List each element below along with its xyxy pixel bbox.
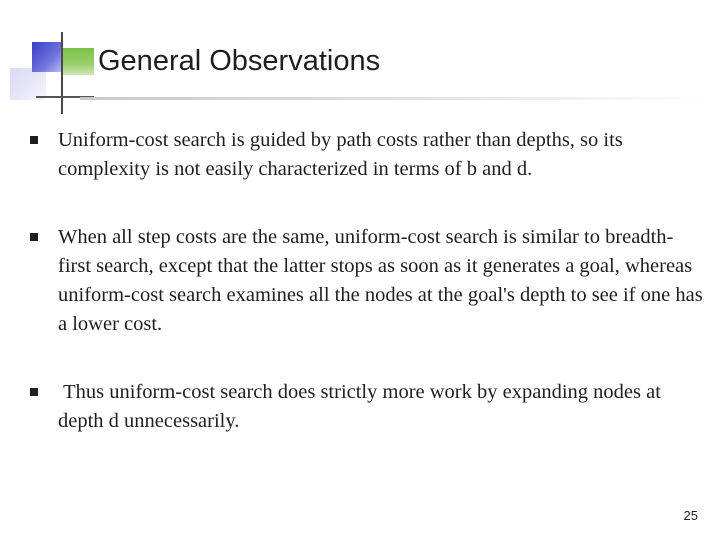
bullet-text: Thus uniform-cost search does strictly more work by expanding nodes at depth d unnecessarily.	[58, 381, 667, 432]
bullet-marker-icon	[30, 388, 38, 396]
page-number: 25	[683, 508, 698, 523]
slide-title: General Observations	[98, 45, 381, 77]
bullet-text: Uniform-cost search is guided by path costs rather than depths, so its complexity is not easily characterized in terms of b and d.	[58, 129, 628, 180]
title-underline	[80, 97, 720, 100]
bullet-marker-icon	[30, 233, 38, 241]
vertical-rule-decoration	[61, 32, 63, 114]
blue-square-decoration	[32, 42, 62, 72]
bullet-marker-icon	[30, 136, 38, 144]
bullet-text: When all step costs are the same, uniform-cost search is similar to breadth-first search, except that the latter stops as soon as it generates a goal, whereas uniform-cost search examines all the nodes at the goal's depth to see if one has a lower cost.	[58, 226, 708, 335]
green-square-decoration	[62, 48, 94, 75]
